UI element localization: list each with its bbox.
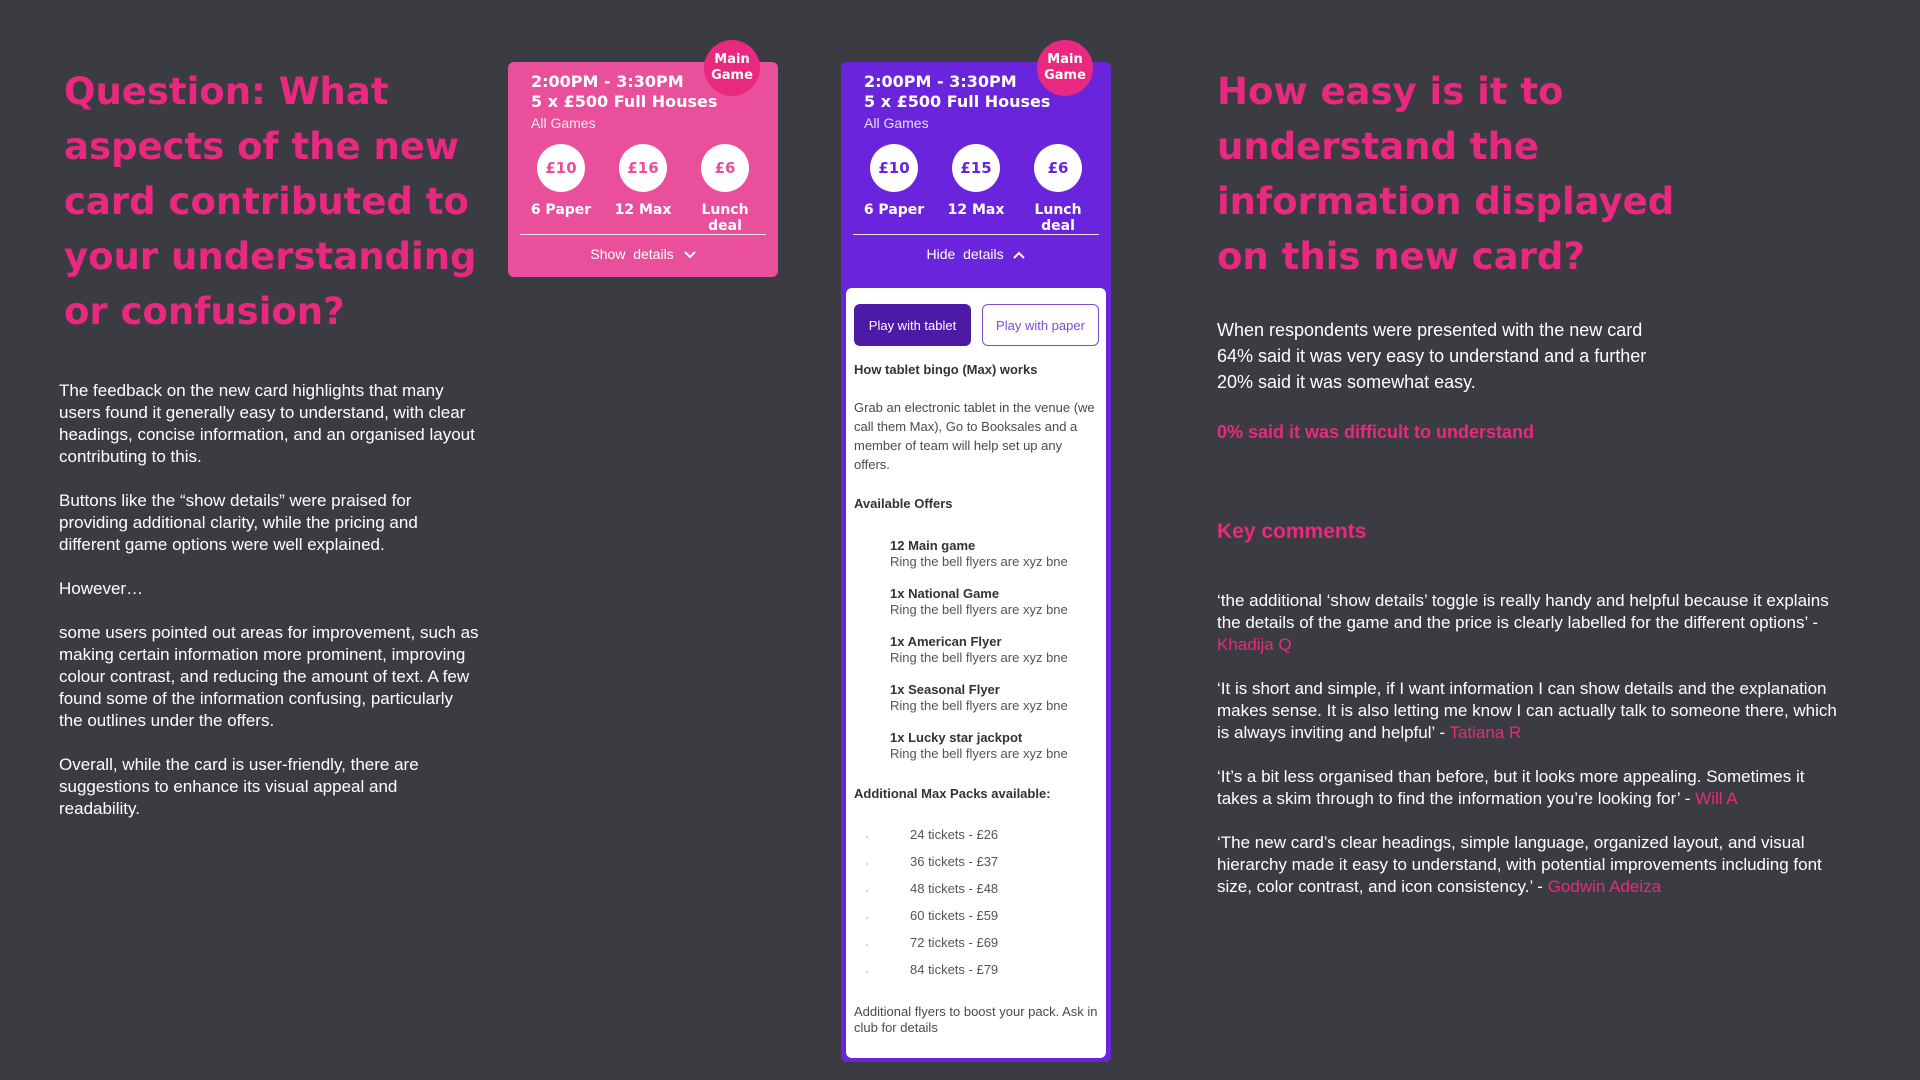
price-circle: £10 bbox=[870, 144, 918, 192]
comment-item bbox=[1217, 590, 1847, 656]
price-circle: £16 bbox=[619, 144, 667, 192]
left-paragraph: some users pointed out areas for improvement, such as making certain information more prominent, improving colour contrast, and reducing the amount of text. A few found some of the information confusing, particularly the outlines under the offers. bbox=[59, 623, 479, 730]
card-time: 2:00PM - 3:30PM bbox=[864, 72, 1017, 91]
details-panel bbox=[846, 288, 1106, 1058]
pack-item: 60 tickets - £59 bbox=[910, 908, 999, 923]
price-option-paper[interactable] bbox=[853, 144, 935, 224]
toggle-label: Show details bbox=[590, 246, 674, 262]
comments-list bbox=[1217, 590, 1847, 920]
price-option-lunch[interactable] bbox=[684, 144, 766, 234]
offer-desc: Ring the bell flyers are xyz bne bbox=[890, 650, 1068, 665]
bullet-dot bbox=[866, 917, 868, 919]
price-circle: £6 bbox=[1034, 144, 1082, 192]
bullet-dot bbox=[866, 944, 868, 946]
offer-item bbox=[890, 586, 1100, 618]
bullet-dot bbox=[866, 890, 868, 892]
details-footer: Additional flyers to boost your pack. Ask in club for details bbox=[854, 1004, 1098, 1035]
left-question-heading: Question: What aspects of the new card contributed to your understanding or confusion? bbox=[64, 70, 477, 333]
card-divider bbox=[853, 234, 1099, 235]
price-option-max[interactable] bbox=[935, 144, 1017, 224]
price-label: 12 Max bbox=[947, 202, 1005, 218]
game-card-expanded bbox=[841, 52, 1111, 1062]
offer-item bbox=[890, 538, 1100, 570]
card-subtitle: All Games bbox=[864, 115, 929, 131]
price-label: Lunch deal bbox=[1034, 202, 1082, 234]
play-mode-buttons bbox=[854, 304, 1098, 346]
play-with-paper-button[interactable]: Play with paper bbox=[982, 304, 1099, 346]
left-feedback-body bbox=[59, 380, 479, 842]
left-paragraph: Overall, while the card is user-friendly, there are suggestions to enhance its visual appeal and readability. bbox=[59, 755, 419, 818]
price-label: 12 Max bbox=[614, 202, 672, 218]
comment-author: Will A bbox=[1695, 789, 1738, 808]
offer-desc: Ring the bell flyers are xyz bne bbox=[890, 554, 1068, 569]
offer-title: 1x Seasonal Flyer bbox=[890, 682, 1000, 697]
pack-item: 48 tickets - £48 bbox=[910, 881, 999, 896]
offer-title: 1x National Game bbox=[890, 586, 1000, 601]
price-row bbox=[853, 144, 1099, 234]
price-option-lunch[interactable] bbox=[1017, 144, 1099, 234]
offer-desc: Ring the bell flyers are xyz bne bbox=[890, 698, 1068, 713]
card-title: 5 x £500 Full Houses bbox=[864, 92, 1051, 111]
bullet-dot bbox=[866, 836, 868, 838]
price-circle: £6 bbox=[701, 144, 749, 192]
card-time: 2:00PM - 3:30PM bbox=[531, 72, 684, 91]
card-subtitle: All Games bbox=[531, 115, 596, 131]
right-question-heading: How easy is it to understand the information displayed on this new card? bbox=[1217, 70, 1675, 278]
comment-text: ‘The new card’s clear headings, simple language, organized layout, and visual hierarchy made it easy to understand, with potential improvements including font size, color contrast, and icon consistency.’ - bbox=[1217, 833, 1822, 896]
toggle-label: Hide details bbox=[926, 246, 1004, 262]
max-packs-heading: Additional Max Packs available: bbox=[854, 786, 1051, 801]
pack-item: 24 tickets - £26 bbox=[910, 827, 999, 842]
price-label: 6 Paper bbox=[863, 202, 925, 218]
price-row bbox=[520, 144, 766, 234]
comment-author: Tatiana R bbox=[1449, 723, 1522, 742]
main-game-badge: Main Game bbox=[704, 40, 760, 96]
offer-title: 1x Lucky star jackpot bbox=[890, 730, 1023, 745]
available-offers-heading: Available Offers bbox=[854, 496, 953, 511]
offer-title: 1x American Flyer bbox=[890, 634, 1002, 649]
comment-item bbox=[1217, 766, 1847, 810]
main-game-badge: Main Game bbox=[1037, 40, 1093, 96]
price-option-max[interactable] bbox=[602, 144, 684, 224]
comment-text: ‘It is short and simple, if I want information I can show details and the explanation makes sense. It is also letting me know I can actually talk to someone there, which is always inviting and helpful’ - bbox=[1217, 679, 1837, 742]
show-details-toggle[interactable] bbox=[508, 246, 778, 262]
left-paragraph: However… bbox=[59, 579, 144, 598]
offer-item bbox=[890, 682, 1100, 714]
how-it-works-heading: How tablet bingo (Max) works bbox=[854, 362, 1038, 377]
card-title: 5 x £500 Full Houses bbox=[531, 92, 718, 111]
bullet-dot bbox=[866, 863, 868, 865]
price-option-paper[interactable] bbox=[520, 144, 602, 224]
comment-text: ‘It’s a bit less organised than before, but it looks more appealing. Sometimes it takes a skim through to find the information you’re looking for’ - bbox=[1217, 767, 1805, 808]
comment-item bbox=[1217, 678, 1847, 744]
offer-desc: Ring the bell flyers are xyz bne bbox=[890, 746, 1068, 761]
key-comments-heading: Key comments bbox=[1217, 520, 1367, 543]
pack-item: 84 tickets - £79 bbox=[910, 962, 999, 977]
how-it-works-text: Grab an electronic tablet in the venue (we call them Max), Go to Booksales and a member of team will help set up any offers. bbox=[854, 400, 1095, 472]
left-paragraph: Buttons like the “show details” were praised for providing additional clarity, while the pricing and different game options were well explained. bbox=[59, 491, 418, 554]
bullet-dot bbox=[866, 971, 868, 973]
comment-text: ‘the additional ‘show details’ toggle is really handy and helpful because it explains the details of the game and the price is clearly labelled for the different options’ - bbox=[1217, 591, 1829, 632]
price-label: Lunch deal bbox=[701, 202, 749, 234]
hide-details-toggle[interactable] bbox=[841, 246, 1111, 262]
difficulty-stat: 0% said it was difficult to understand bbox=[1217, 422, 1535, 442]
price-circle: £10 bbox=[537, 144, 585, 192]
comment-author: Godwin Adeiza bbox=[1547, 877, 1662, 896]
offer-item bbox=[890, 730, 1100, 762]
price-circle: £15 bbox=[952, 144, 1000, 192]
offer-desc: Ring the bell flyers are xyz bne bbox=[890, 602, 1068, 617]
price-label: 6 Paper bbox=[530, 202, 592, 218]
offer-item bbox=[890, 634, 1100, 666]
right-intro-text: When respondents were presented with the new card 64% said it was very easy to understand and a further 20% said it was somewhat easy. bbox=[1217, 320, 1647, 392]
card-divider bbox=[520, 234, 766, 235]
chevron-down-icon bbox=[684, 248, 696, 262]
offer-title: 12 Main game bbox=[890, 538, 976, 553]
comment-item bbox=[1217, 832, 1847, 898]
play-with-tablet-button[interactable]: Play with tablet bbox=[854, 304, 971, 346]
chevron-up-icon bbox=[1013, 248, 1025, 262]
pack-item: 72 tickets - £69 bbox=[910, 935, 999, 950]
pack-item: 36 tickets - £37 bbox=[910, 854, 999, 869]
comment-author: Khadija Q bbox=[1217, 635, 1292, 654]
left-paragraph: The feedback on the new card highlights that many users found it generally easy to understand, with clear headings, concise information, and an organised layout contributing to this. bbox=[59, 381, 475, 466]
game-card-collapsed bbox=[508, 52, 778, 277]
